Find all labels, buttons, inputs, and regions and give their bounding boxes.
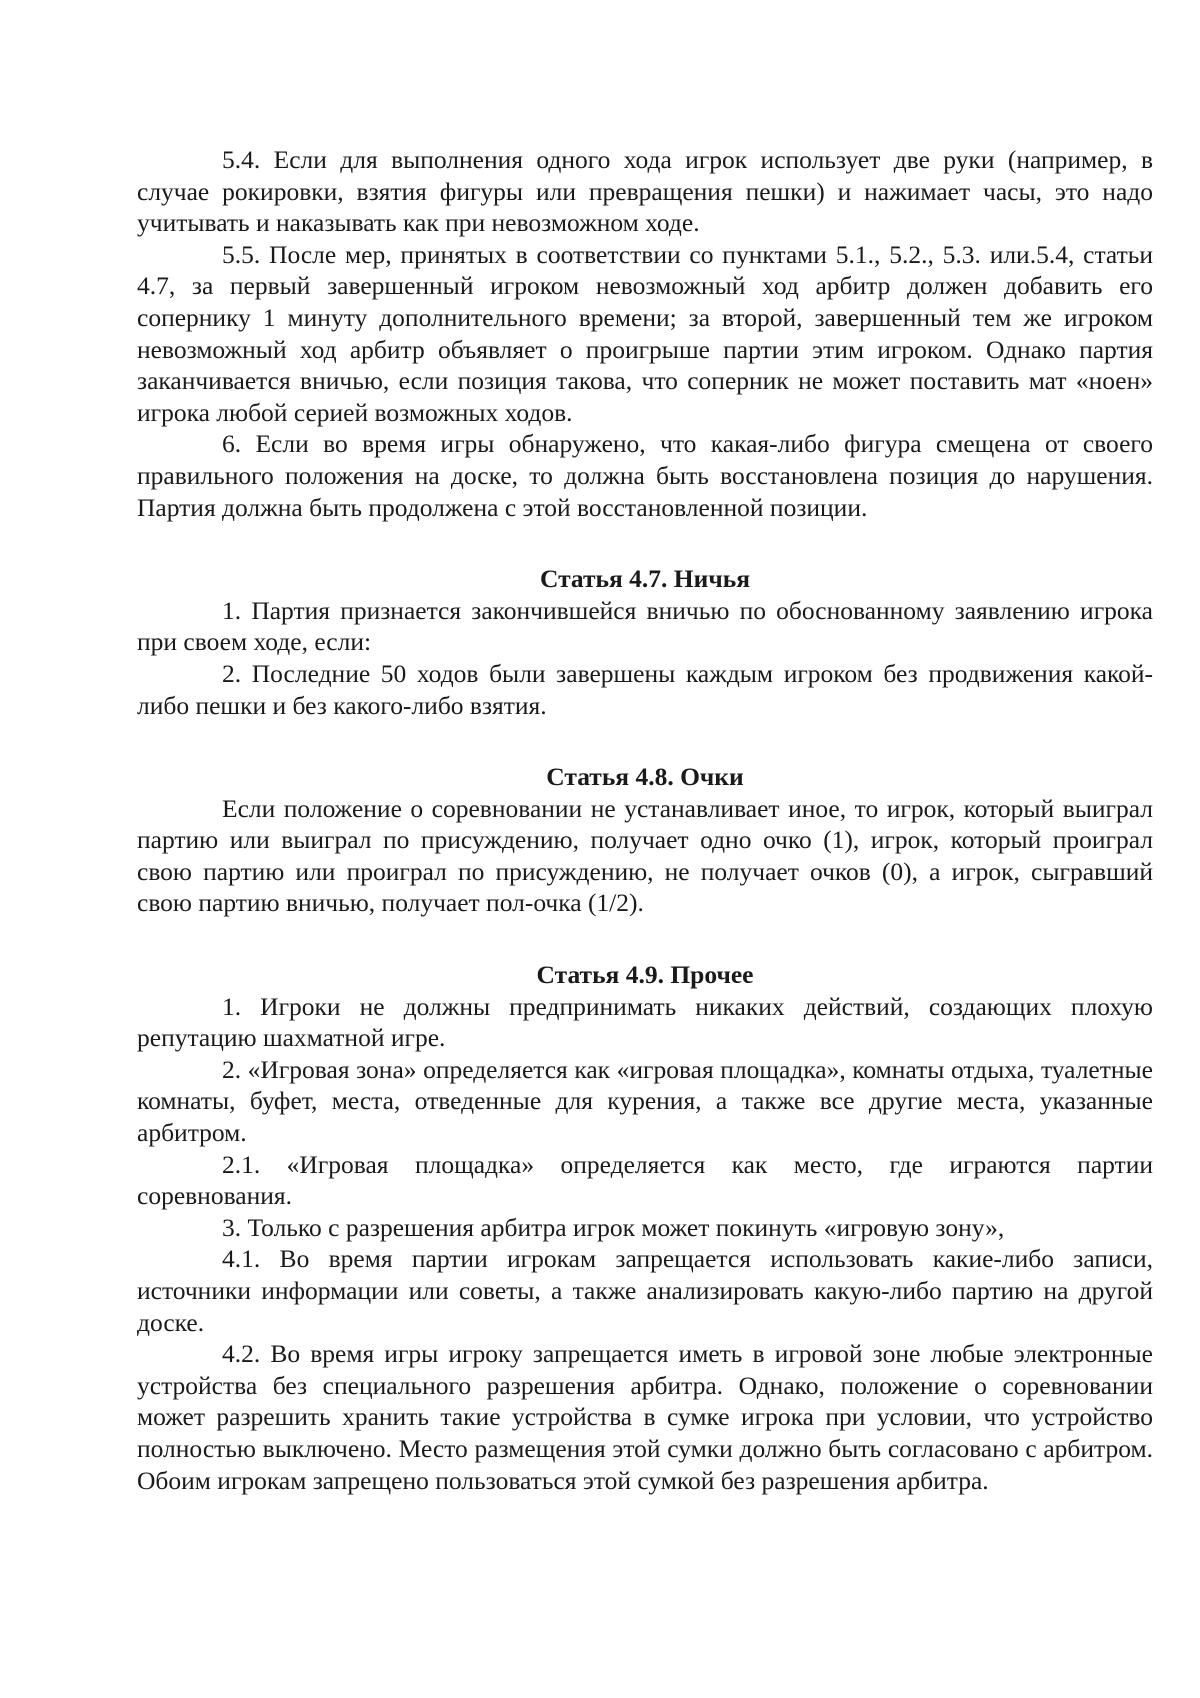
heading-article-4-9: Статья 4.9. Прочее bbox=[536, 960, 754, 990]
paragraph-4-7-1: 1. Партия признается закончившейся вничью по обоснованному заявлению игрока при своем ходе, если: bbox=[137, 595, 1153, 657]
heading-article-4-7: Статья 4.7. Ничья bbox=[539, 564, 750, 594]
paragraph-4-9-2-1: 2.1. «Игровая площадка» определяется как место, где играются партии соревнования. bbox=[137, 1149, 1153, 1211]
paragraph-4-9-4-2: 4.2. Во время игры игроку запрещается иметь в игровой зоне любые электронные устройства без специального разрешения арбитра. Однако, положение о соревновании может разрешить хранить такие устройства в сумке игрока при условии, что устройство полностью выключено. Место размещения этой сумки должно быть согласовано с арбитром. Обоим игрокам запрещено пользоваться этой сумкой без разрешения арбитра. bbox=[137, 1339, 1153, 1495]
heading-article-4-8: Статья 4.8. Очки bbox=[546, 762, 744, 792]
document-body bbox=[137, 144, 1153, 1496]
paragraph-5-4: 5.4. Если для выполнения одного хода игрок использует две руки (например, в случае рокировки, взятия фигуры или превращения пешки) и нажимает часы, это надо учитывать и наказывать как при невозможном ходе. bbox=[137, 145, 1153, 238]
paragraph-4-9-3: 3. Только с разрешения арбитра игрок может покинуть «игровую зону», bbox=[222, 1212, 1005, 1242]
paragraph-6: 6. Если во время игры обнаружено, что какая-либо фигура смещена от своего правильного положения на доске, то должна быть восстановлена позиция до нарушения. Партия должна быть продолжена с этой восстановленной позиции. bbox=[137, 429, 1153, 522]
paragraph-5-5: 5.5. После мер, принятых в соответствии со пунктами 5.1., 5.2., 5.3. или.5.4, статьи 4.7, за первый завершенный игроком невозможный ход арбитр должен добавить его сопернику 1 минуту дополнительного времени; за второй, завершенный тем же игроком невозможный ход арбитр объявляет о проигрыше партии этим игроком. Однако партия заканчивается вничью, если позиция такова, что соперник не может поставить мат «ноен» игрока любой серией возможных ходов. bbox=[137, 239, 1153, 427]
paragraph-4-7-2: 2. Последние 50 ходов были завершены каждым игроком без продвижения какой-либо пешки и без какого-либо взятия. bbox=[137, 658, 1153, 720]
paragraph-4-9-2: 2. «Игровая зона» определяется как «игровая площадка», комнаты отдыха, туалетные комнаты, буфет, места, отведенные для курения, а также все другие места, указанные арбитром. bbox=[137, 1054, 1153, 1148]
paragraph-4-8-1: Если положение о соревновании не устанавливает иное, то игрок, который выиграл партию или выиграл по присуждению, получает одно очко (1), игрок, который проиграл свою партию или проиграл по присуждению, не получает очков (0), а игрок, сыгравший свою партию вничью, получает пол-очка (1/2). bbox=[137, 793, 1153, 918]
paragraph-4-9-1: 1. Игроки не должны предпринимать никаких действий, создающих плохую репутацию шахматной игре. bbox=[137, 991, 1153, 1053]
paragraph-4-9-4-1: 4.1. Во время партии игрокам запрещается использовать какие-либо записи, источники информации или советы, а также анализировать какую-либо партию на другой доске. bbox=[137, 1244, 1153, 1337]
